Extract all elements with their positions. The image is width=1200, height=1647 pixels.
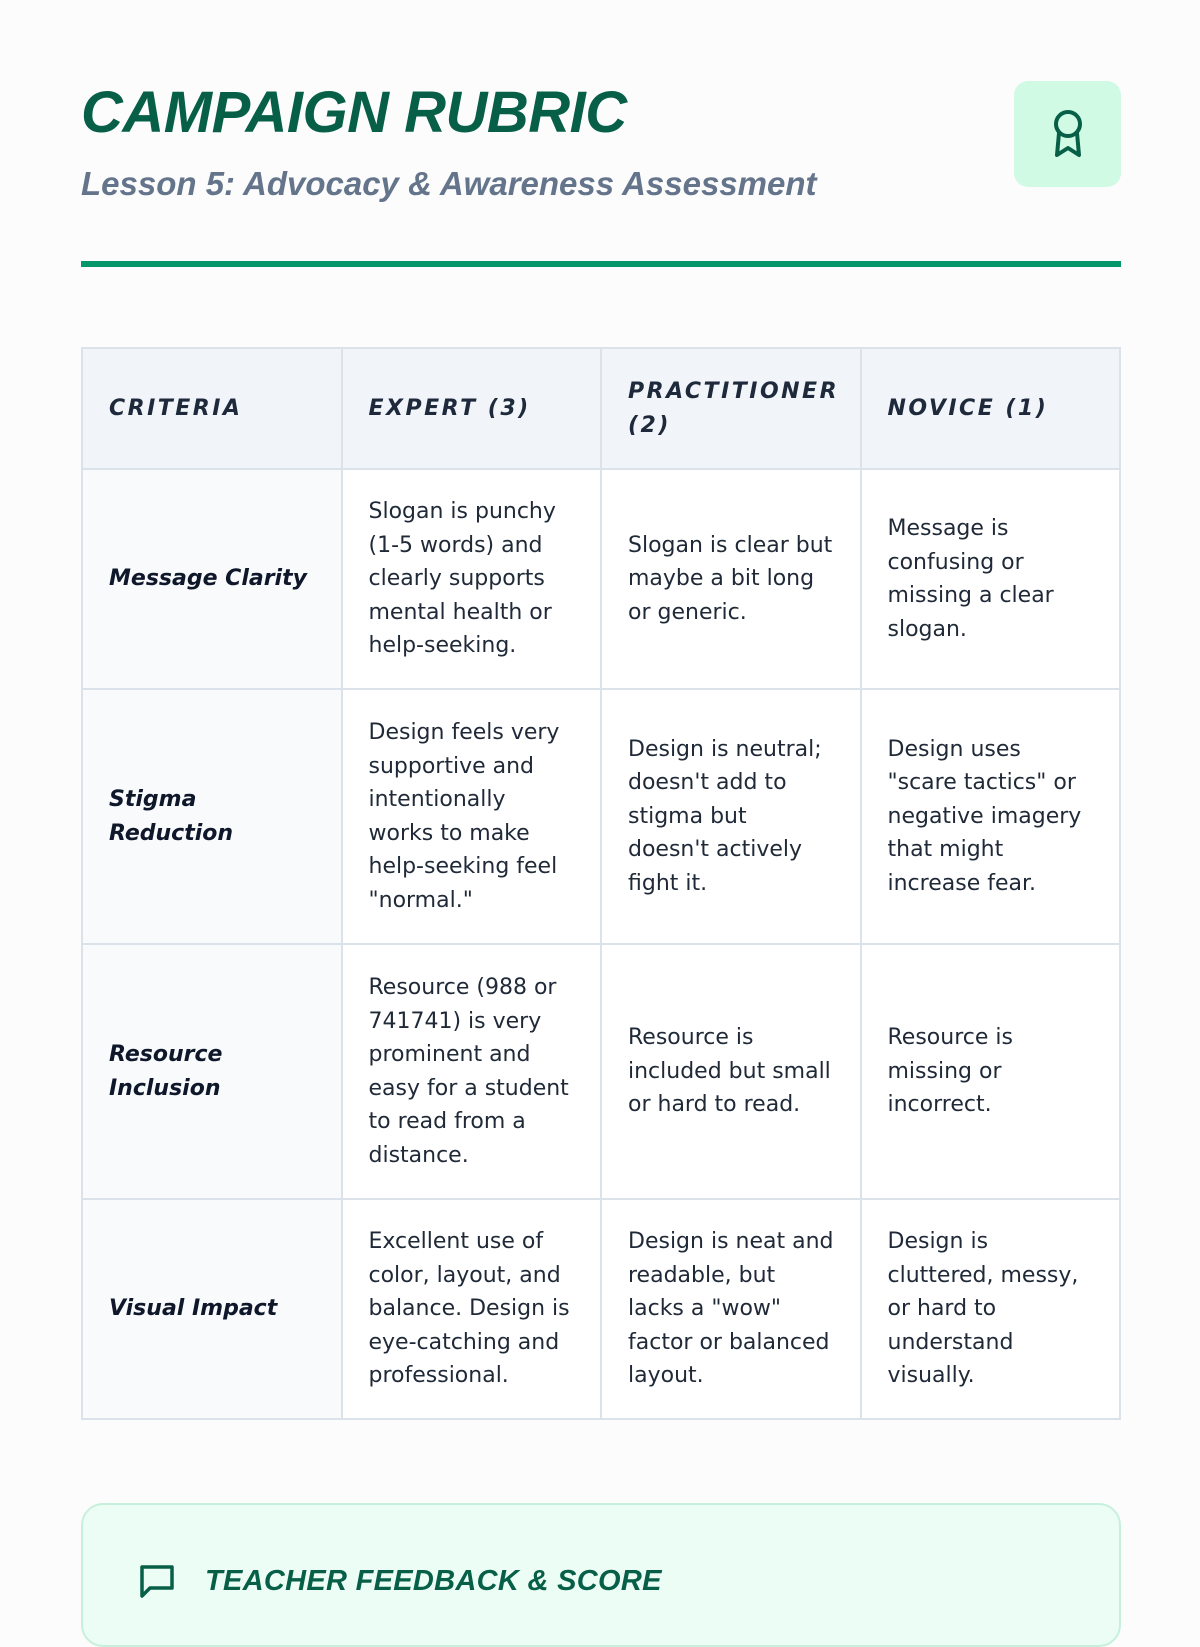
novice-cell: Resource is missing or incorrect. bbox=[861, 944, 1121, 1199]
practitioner-cell: Resource is included but small or hard to read. bbox=[601, 944, 861, 1199]
header-novice: NOVICE (1) bbox=[861, 348, 1121, 469]
feedback-title: TEACHER FEEDBACK & SCORE bbox=[205, 1564, 662, 1597]
message-square-icon bbox=[139, 1563, 175, 1599]
criteria-cell: Stigma Reduction bbox=[82, 689, 342, 944]
page-header bbox=[81, 0, 1121, 268]
practitioner-cell: Slogan is clear but maybe a bit long or generic. bbox=[601, 469, 861, 689]
novice-cell: Message is confusing or missing a clear slogan. bbox=[861, 469, 1121, 689]
criteria-cell: Resource Inclusion bbox=[82, 944, 342, 1199]
teacher-feedback-panel bbox=[81, 1503, 1121, 1647]
expert-cell: Resource (988 or 741741) is very prominent and easy for a student to read from a distance. bbox=[342, 944, 602, 1199]
table-row bbox=[82, 469, 1120, 689]
header-expert: EXPERT (3) bbox=[342, 348, 602, 469]
rubric-table bbox=[81, 347, 1121, 1420]
novice-cell: Design uses "scare tactics" or negative imagery that might increase fear. bbox=[861, 689, 1121, 944]
rubric-header-row bbox=[82, 348, 1120, 469]
expert-cell: Slogan is punchy (1-5 words) and clearly supports mental health or help-seeking. bbox=[342, 469, 602, 689]
feedback-header bbox=[139, 1563, 662, 1599]
award-ribbon-icon bbox=[1050, 109, 1086, 159]
practitioner-cell: Design is neutral; doesn't add to stigma but doesn't actively fight it. bbox=[601, 689, 861, 944]
novice-cell: Design is cluttered, messy, or hard to understand visually. bbox=[861, 1199, 1121, 1419]
table-row bbox=[82, 944, 1120, 1199]
table-row bbox=[82, 1199, 1120, 1419]
practitioner-cell: Design is neat and readable, but lacks a "wow" factor or balanced layout. bbox=[601, 1199, 861, 1419]
header-criteria: CRITERIA bbox=[82, 348, 342, 469]
expert-cell: Design feels very supportive and intentionally works to make help-seeking feel "normal." bbox=[342, 689, 602, 944]
header-practitioner: PRACTITIONER (2) bbox=[601, 348, 861, 469]
criteria-cell: Visual Impact bbox=[82, 1199, 342, 1419]
expert-cell: Excellent use of color, layout, and balance. Design is eye-catching and professional. bbox=[342, 1199, 602, 1419]
header-divider bbox=[81, 261, 1121, 267]
table-row bbox=[82, 689, 1120, 944]
rubric-page bbox=[81, 0, 1121, 1597]
page-subtitle: Lesson 5: Advocacy & Awareness Assessment bbox=[81, 165, 817, 202]
page-title: CAMPAIGN RUBRIC bbox=[81, 80, 627, 145]
award-badge bbox=[1014, 81, 1121, 187]
criteria-cell: Message Clarity bbox=[82, 469, 342, 689]
